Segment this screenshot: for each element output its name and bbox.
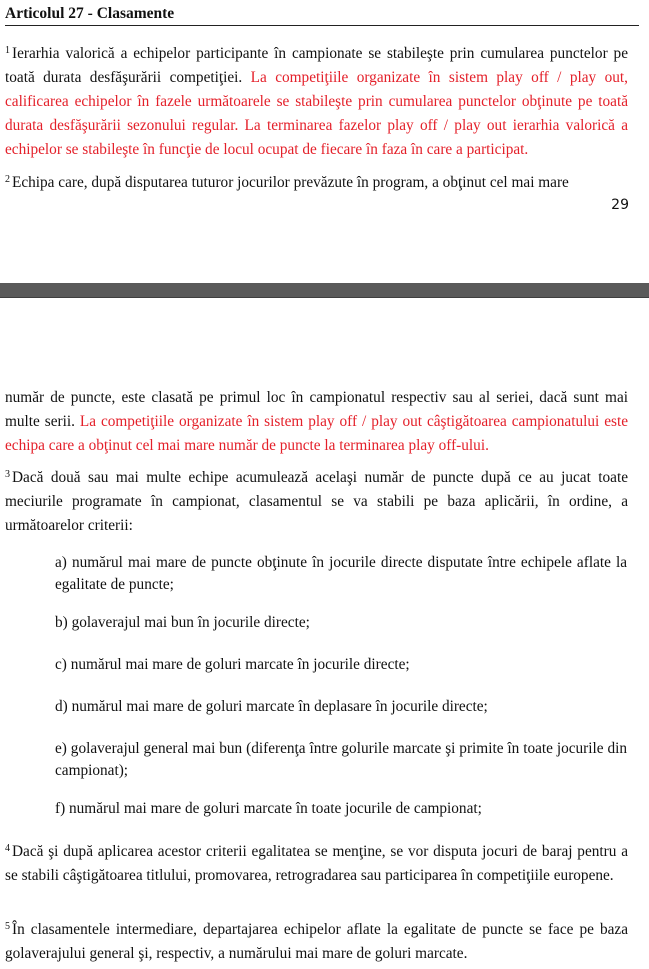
paragraph-number: 5 (5, 921, 10, 932)
paragraph-number: 2 (5, 174, 10, 185)
paragraph-number: 4 (5, 843, 10, 854)
highlighted-text: La competiţiile organizate în sistem play off / play out câştigătoarea campionatului este echipa care a obţinut cel mai mare număr de puncte la terminarea play off-ului. (5, 413, 628, 454)
article-heading: Articolul 27 - Clasamente (5, 4, 639, 26)
paragraph-text: Echipa care, după disputarea tuturor jocurilor prevăzute în program, a obţinut cel mai mare (12, 174, 569, 191)
criterion-b: b) golaverajul mai bun în jocurile directe; (55, 614, 310, 631)
page-number: 29 (611, 197, 629, 213)
paragraph-text: Ierarhia valorică a echipelor participante în campionate se stabileşte prin cumularea punctelor pe toată durata desfăşurării competiţiei. (5, 45, 628, 86)
paragraph-3 (5, 466, 628, 538)
paragraph-2-continued (5, 386, 628, 458)
highlighted-text: La competiţiile organizate în sistem play off / play out, calificarea echipelor în fazele următoarele se stabileşte prin cumularea punctelor obţinute pe toată durata desfăşurării sezonului regular. La terminarea fazelor play off / play out ierarhia valorică a echipelor se stabileşte în funcţie de locul ocupat de fiecare în faza în care a participat. (5, 69, 628, 158)
paragraph-text: Dacă şi după aplicarea acestor criterii egalitatea se menţine, se vor disputa jocuri de baraj pentru a se stabili câştigătoarea titlului, promovarea, retrogradarea sau participarea în competiţiile europene. (5, 843, 628, 884)
paragraph-text: număr de puncte, este clasată pe primul loc în campionatul respectiv sau al seriei, dacă sunt mai multe serii. (5, 389, 628, 430)
criterion-d: d) numărul mai mare de goluri marcate în deplasare în jocurile directe; (55, 698, 488, 715)
paragraph-number: 1 (5, 45, 10, 56)
criterion-f: f) numărul mai mare de goluri marcate în toate jocurile de campionat; (55, 800, 482, 817)
paragraph-text: Dacă două sau mai multe echipe acumulează acelaşi număr de puncte după ce au jucat toate meciurile programate în campionat, clasamentul se va stabili pe baza aplicării, în ordine, a următoarelor criterii: (5, 469, 628, 534)
paragraph-1 (5, 42, 628, 162)
paragraph-4 (5, 840, 628, 888)
document-page-29 (0, 0, 649, 283)
document-page-30 (0, 298, 649, 969)
criterion-c: c) numărul mai mare de goluri marcate în jocurile directe; (55, 656, 410, 673)
criterion-a: a) numărul mai mare de puncte obţinute în jocurile directe disputate între echipele aflate la egalitate de puncte; (55, 554, 627, 593)
paragraph-text: În clasamentele intermediare, departajarea echipelor aflate la egalitate de puncte se face pe baza golaverajului general şi, respectiv, a numărului mai mare de goluri marcate. (5, 921, 628, 962)
paragraph-2-start (5, 171, 628, 195)
paragraph-5 (5, 918, 628, 966)
paragraph-number: 3 (5, 469, 10, 480)
criterion-e: e) golaverajul general mai bun (diferenţa între golurile marcate şi primite în toate jocurile din campionat); (55, 740, 627, 779)
page-separator (0, 283, 649, 298)
